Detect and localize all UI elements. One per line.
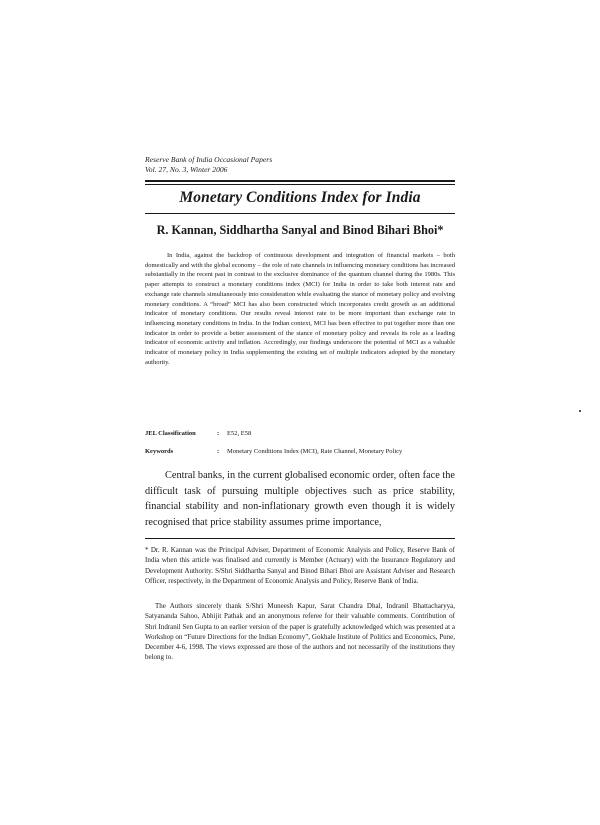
jel-colon: : bbox=[217, 430, 220, 437]
body-paragraph: Central banks, in the current globalised economic order, often face the difficult task of pursuing multiple objectives such as price stability, financial stability and non-inflationary growth even though it is widely recognised that price stability assumes prime importance, bbox=[145, 470, 455, 528]
keywords-colon: : bbox=[217, 448, 220, 455]
jel-value: E52, E58 bbox=[227, 430, 252, 437]
footnote-acknowledgements: The Authors sincerely thank S/Shri Muneesh Kapur, Sarat Chandra Dhal, Indranil Bhattacharyya, Satyananda Sahoo, Abhijit Pathak and an anonymous referee for their valuable comments. Contribution of Shri Indranil Sen Gupta to an earlier version of the paper is gratefully acknowledged which was presented at a Workshop on “Future Directions for the Indian Economy”, Gokhale Institute of Politics and Economics, Pune, December 4-6, 1998. The views expressed are those of the authors and not necessarily of the institutions they belong to. bbox=[145, 602, 455, 662]
title-rule-top-thin bbox=[145, 184, 455, 185]
journal-name: Reserve Bank of India Occasional Papers bbox=[145, 155, 273, 164]
paper-title: Monetary Conditions Index for India bbox=[179, 189, 421, 206]
footnote-author-affiliation: * Dr. R. Kannan was the Principal Adviser, Department of Economic Analysis and Policy, Reserve Bank of India when this article was finalised and currently is Member (Actuary) with the Insurance Regulatory and Development Authority. S/Shri Siddhartha Sanyal and Binod Bihari Bhoi are Assistant Adviser and Research Officer, respectively, in the Department of Economic Analysis and Policy, Reserve Bank of India. bbox=[145, 546, 455, 585]
journal-volume: Vol. 27, No. 3, Winter 2006 bbox=[145, 164, 228, 174]
running-head bbox=[145, 155, 455, 174]
abstract: In India, against the backdrop of continuous development and integration of financial markets – both domestically and with the global economy – the role of rate channels in influencing monetary conditions has increased substantially in the recent past in contrast to the exclusive dominance of the quantum channel during the 1980s. This paper attempts to construct a monetary conditions index (MCI) for India in order to take both interest rate and exchange rate channels simultaneously into consideration while evaluating the stance of monetary policy and evolving monetary conditions. A “broad” MCI has also been constructed which incorporates credit growth as an additional indicator of monetary conditions. Our results reveal interest rate to be more important than exchange rate in influencing monetary conditions in India. In the Indian context, MCI has been effective to put together more than one indicator in order to provide a better assessment of the stance of monetary policy and reveals its role as a leading indicator of economic activity and inflation. Accordingly, our findings underscore the potential of MCI as a valuable indicator of monetary policy in India supplementing the existing set of multiple indicators adopted by the monetary authority. bbox=[145, 252, 455, 366]
title-rule-top bbox=[145, 180, 455, 182]
keywords-label: Keywords bbox=[145, 448, 174, 455]
author-list: R. Kannan, Siddhartha Sanyal and Binod Bihari Bhoi* bbox=[156, 223, 444, 237]
jel-label: JEL Classification bbox=[145, 430, 196, 437]
keywords-value: Monetary Conditions Index (MCI), Rate Channel, Monetary Policy bbox=[227, 448, 403, 455]
footnote-rule bbox=[145, 538, 455, 539]
title-rule-bottom bbox=[145, 213, 455, 214]
stray-dot bbox=[579, 410, 581, 412]
